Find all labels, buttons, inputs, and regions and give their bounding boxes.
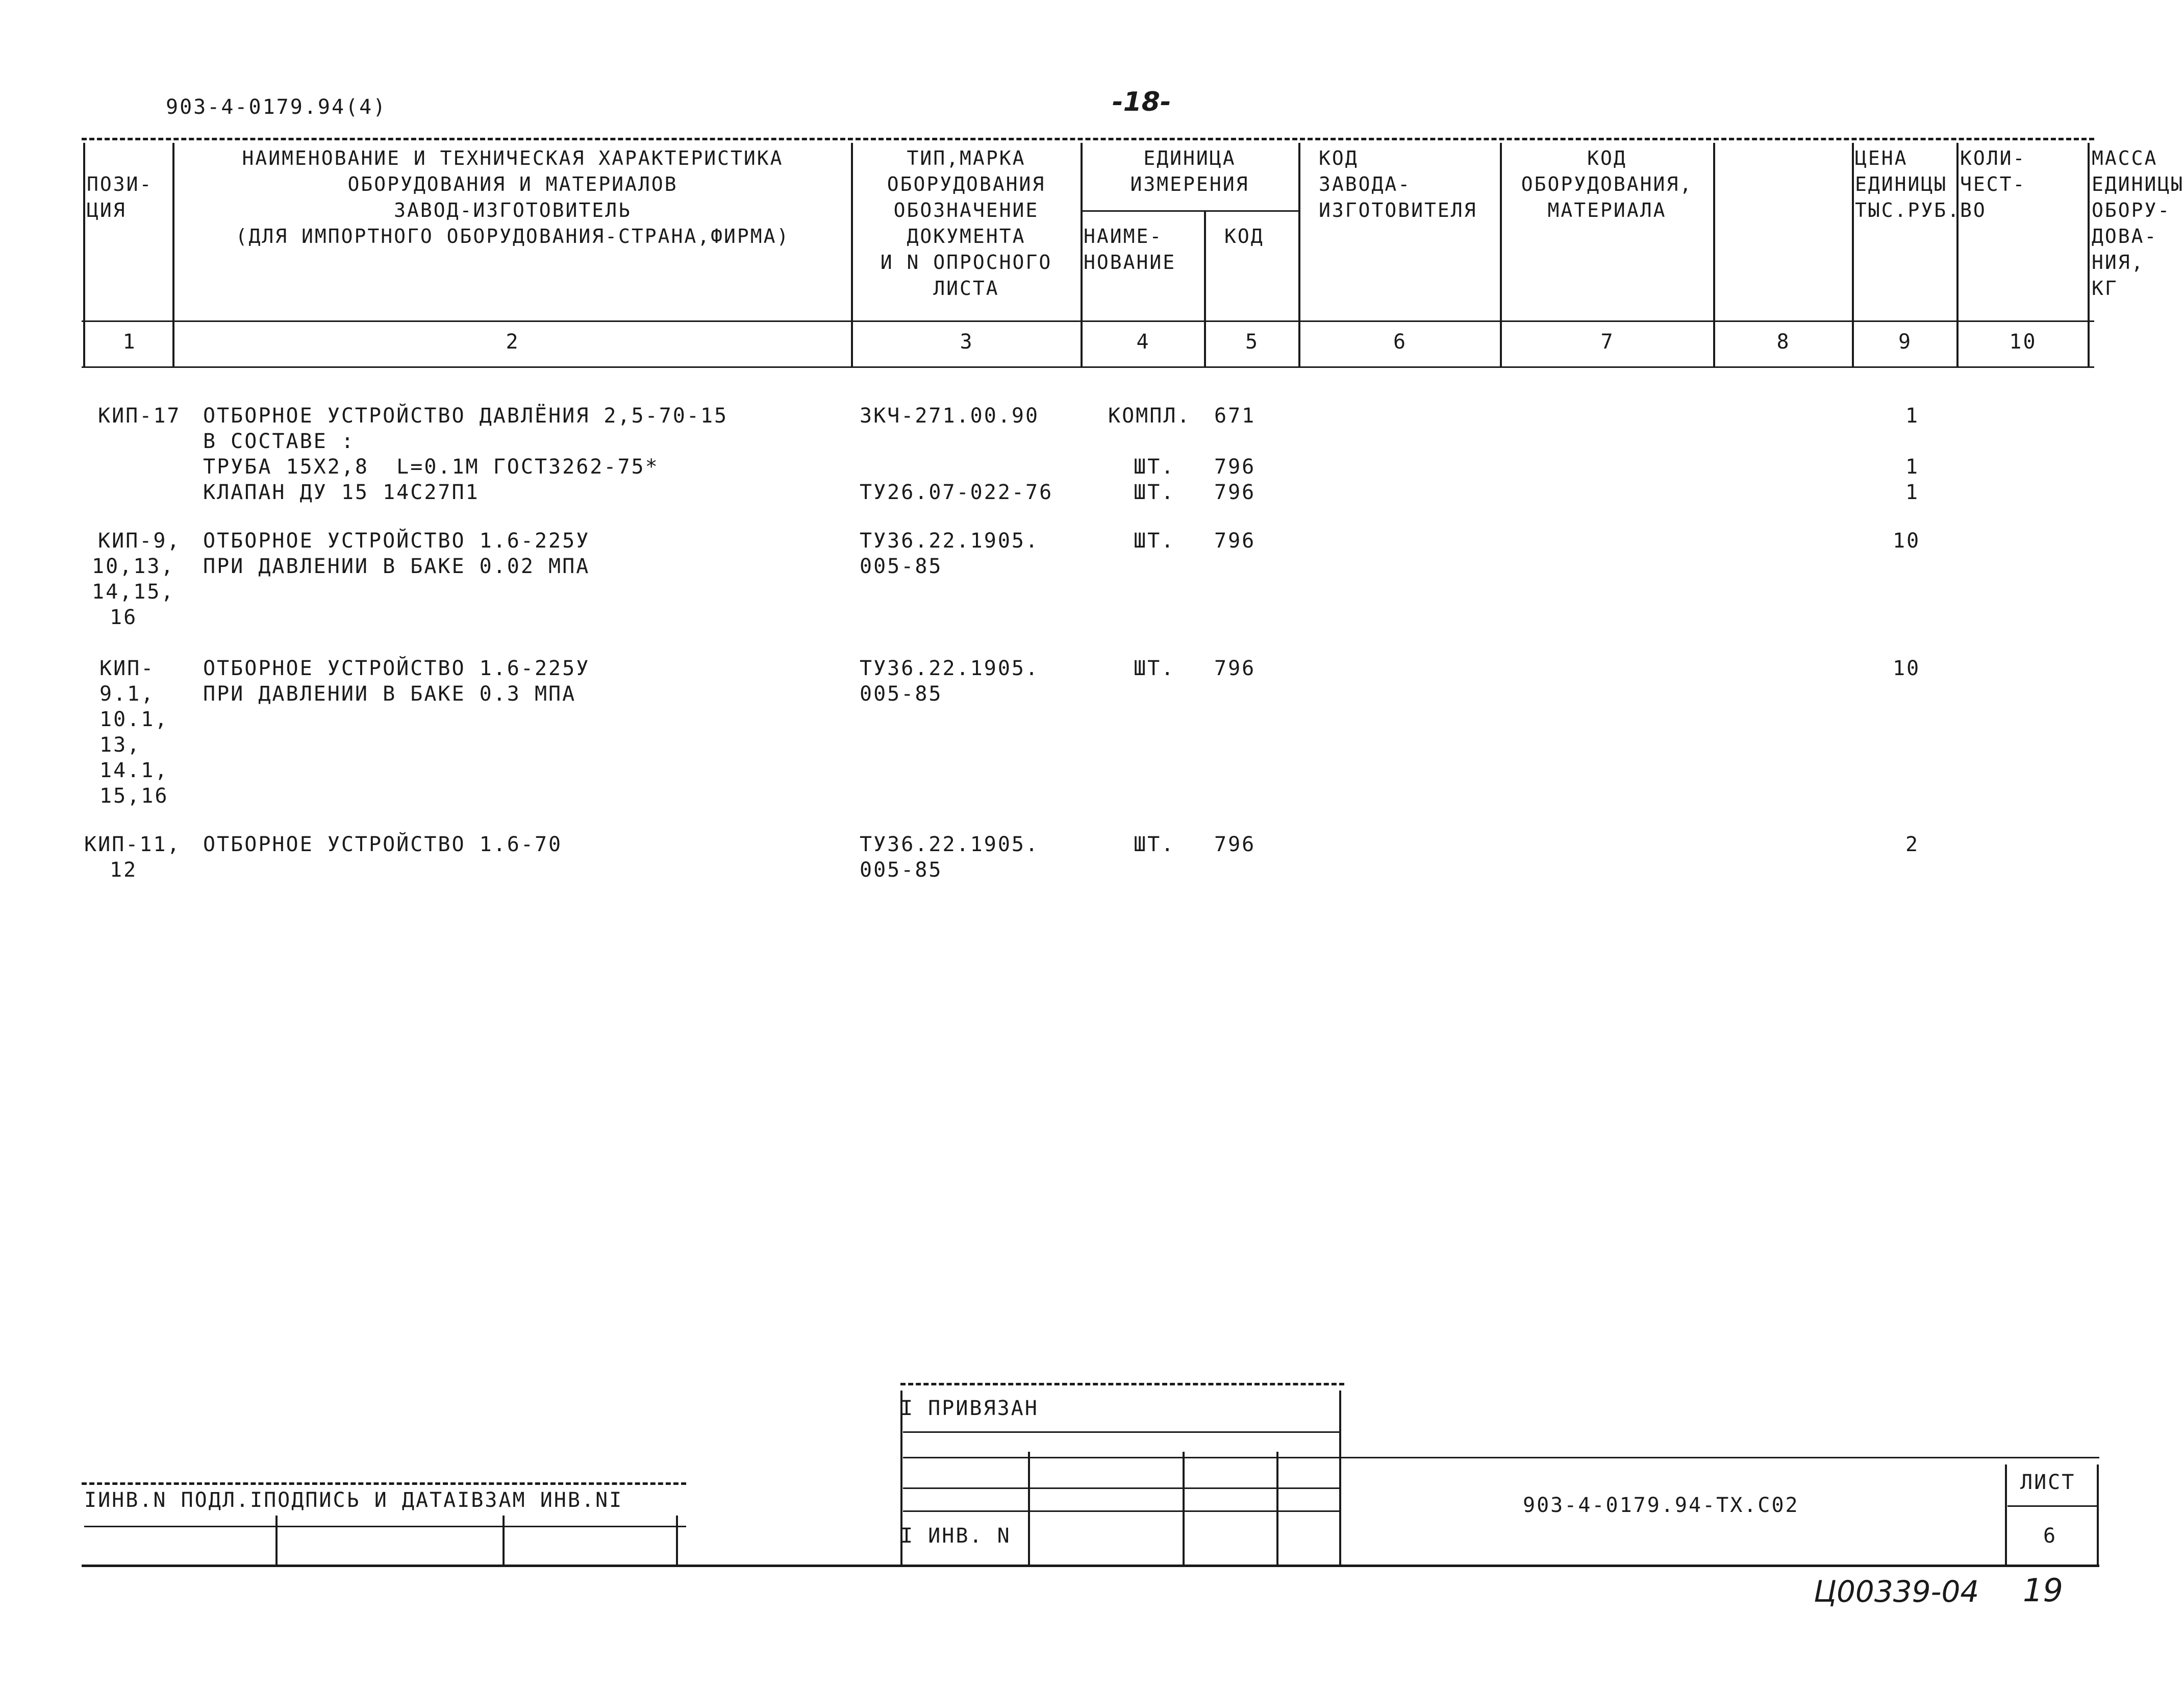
type-cell: 3КЧ-271.00.90 — [860, 404, 1040, 428]
qty-cell: 1 — [1905, 481, 1920, 504]
unit-cell: ШТ. — [1134, 481, 1175, 504]
name-cell: ТРУБА 15Х2,8 L=0.1М ГОСТ3262-75* — [203, 455, 659, 479]
qty-cell: 1 — [1905, 455, 1920, 479]
position-cell: 14.1, — [99, 759, 169, 782]
header-position: ПОЗИ- ЦИЯ — [87, 173, 153, 221]
header-price: ЦЕНА ЕДИНИЦЫ ТЫС.РУБ. — [1855, 147, 1961, 221]
position-cell: 13, — [99, 733, 141, 757]
name-cell: ОТБОРНОЕ УСТРОЙСТВО ДАВЛЁНИЯ 2,5-70-15 — [203, 404, 729, 428]
unit-cell: ШТ. — [1134, 833, 1175, 856]
col-number: 5 — [1245, 330, 1260, 354]
position-cell: 10.1, — [99, 708, 169, 731]
signature-divider — [503, 1516, 505, 1567]
stamp-rule — [903, 1487, 1339, 1489]
unit-cell: ШТ. — [1134, 657, 1175, 680]
sheet-rule — [2007, 1505, 2097, 1507]
code-cell: 796 — [1214, 657, 1256, 680]
stamp-rule — [903, 1457, 2099, 1458]
type-cell: 005-85 — [860, 555, 943, 578]
stamp-divider — [1028, 1452, 1030, 1567]
signature-rule — [84, 1526, 686, 1527]
header-unit: ЕДИНИЦА ИЗМЕРЕНИЯ — [1130, 147, 1249, 195]
position-cell: 9.1, — [99, 682, 155, 706]
archive-page: 19 — [2023, 1572, 2063, 1609]
page-number: -18- — [1112, 87, 1171, 117]
unit-subheader-rule — [1082, 210, 1298, 212]
position-cell: 15,16 — [99, 784, 169, 808]
col-number: 10 — [2009, 330, 2037, 354]
name-cell: ОТБОРНОЕ УСТРОЙСТВО 1.6-70 — [203, 833, 563, 856]
unit-cell: ШТ. — [1134, 529, 1175, 553]
position-cell: 16 — [110, 606, 138, 629]
position-cell: КИП-11, — [84, 833, 181, 856]
name-cell: ОТБОРНОЕ УСТРОЙСТВО 1.6-225У — [203, 529, 590, 553]
code-cell: 796 — [1214, 481, 1256, 504]
sheet-number: 6 — [2043, 1524, 2057, 1548]
col-number: 7 — [1600, 330, 1615, 354]
inventory-label: I ИНВ. N — [900, 1524, 1011, 1548]
name-cell: В СОСТАВЕ : — [203, 430, 355, 453]
stamp-divider — [1276, 1452, 1278, 1567]
header-type: ТИП,МАРКА ОБОРУДОВАНИЯ ОБОЗНАЧЕНИЕ ДОКУМЕНТА И N ОПРОСНОГО ЛИСТА — [880, 147, 1052, 300]
col-number: 4 — [1136, 330, 1150, 354]
qty-cell: 10 — [1893, 657, 1921, 680]
position-cell: КИП- — [99, 657, 155, 680]
stamp-divider — [1183, 1452, 1185, 1567]
col-number: 9 — [1898, 330, 1913, 354]
code-cell: 796 — [1214, 455, 1256, 479]
header-plant-code: КОД ЗАВОДА- ИЗГОТОВИТЕЛЯ — [1319, 147, 1477, 221]
signature-headers: IИНВ.N ПОДЛ.IПОДПИСЬ И ДАТАIВЗАМ ИНВ.NI — [84, 1488, 623, 1512]
header-mass: МАССА ЕДИНИЦЫ ОБОРУ- ДОВА- НИЯ, КГ — [2092, 147, 2184, 300]
stamp-rule — [903, 1510, 1339, 1512]
header-quantity: КОЛИ- ЧЕСТ- ВО — [1960, 147, 2026, 221]
footer-bottom-border — [82, 1565, 2099, 1567]
unit-cell: ШТ. — [1134, 455, 1175, 479]
header-equipment-code: КОД ОБОРУДОВАНИЯ, МАТЕРИАЛА — [1521, 147, 1693, 221]
type-cell: ТУ36.22.1905. — [860, 657, 1040, 680]
column-divider — [83, 143, 85, 367]
sheet-divider — [2097, 1464, 2099, 1567]
position-cell: 12 — [110, 858, 138, 882]
type-cell: ТУ36.22.1905. — [860, 833, 1040, 856]
header-bottom-rule — [82, 320, 2094, 322]
code-cell: 671 — [1214, 404, 1256, 428]
position-cell: 14,15, — [92, 580, 175, 604]
name-cell: ПРИ ДАВЛЕНИИ В БАКЕ 0.02 МПА — [203, 555, 590, 578]
position-cell: КИП-9, — [98, 529, 181, 553]
type-cell: ТУ26.07-022-76 — [860, 481, 1053, 504]
sheet-label: ЛИСТ — [2020, 1471, 2076, 1494]
qty-cell: 2 — [1905, 833, 1920, 856]
table-top-border — [82, 138, 2094, 140]
unit-cell: КОМПЛ. — [1108, 404, 1191, 428]
name-cell: ПРИ ДАВЛЕНИИ В БАКЕ 0.3 МПА — [203, 682, 576, 706]
header-unit-name: НАИМЕ- НОВАНИЕ — [1084, 225, 1176, 274]
name-cell: ОТБОРНОЕ УСТРОЙСТВО 1.6-225У — [203, 657, 590, 680]
archive-code: Ц00339-04 — [1814, 1574, 1979, 1609]
col-number: 1 — [122, 330, 137, 354]
signature-divider — [676, 1516, 678, 1567]
column-divider — [2088, 143, 2090, 367]
col-number: 6 — [1393, 330, 1408, 354]
stamp-divider — [1339, 1391, 1341, 1567]
header-unit-code: КОД — [1224, 225, 1264, 247]
stamp-top-border — [900, 1383, 1344, 1385]
type-cell: 005-85 — [860, 682, 943, 706]
col-number: 3 — [960, 330, 974, 354]
code-cell: 796 — [1214, 833, 1256, 856]
type-cell: 005-85 — [860, 858, 943, 882]
qty-cell: 1 — [1905, 404, 1920, 428]
name-cell: КЛАПАН ДУ 15 14С27П1 — [203, 481, 480, 504]
col-number: 2 — [506, 330, 520, 354]
header-name: НАИМЕНОВАНИЕ И ТЕХНИЧЕСКАЯ ХАРАКТЕРИСТИКА ОБОРУДОВАНИЯ И МАТЕРИАЛОВ ЗАВОД-ИЗГОТОВИТЕЛЬ (ДЛЯ ИМПОРТНОГО ОБОРУДОВАНИЯ-СТРАНА,ФИРМА) — [235, 147, 790, 247]
col-number: 8 — [1776, 330, 1791, 354]
footer-doc-code: 903-4-0179.94-ТХ.С02 — [1523, 1494, 1799, 1517]
signature-top-border — [82, 1482, 686, 1485]
qty-cell: 10 — [1893, 529, 1921, 553]
stamp-rule — [903, 1431, 1339, 1433]
attached-label: I ПРИВЯЗАН — [900, 1397, 1039, 1420]
position-cell: КИП-17 — [98, 404, 181, 428]
column-number-rule — [82, 366, 2094, 368]
sheet-divider — [2005, 1464, 2007, 1567]
type-cell: ТУ36.22.1905. — [860, 529, 1040, 553]
code-cell: 796 — [1214, 529, 1256, 553]
signature-divider — [275, 1516, 278, 1567]
doc-code: 903-4-0179.94(4) — [166, 95, 387, 119]
position-cell: 10,13, — [92, 555, 175, 578]
